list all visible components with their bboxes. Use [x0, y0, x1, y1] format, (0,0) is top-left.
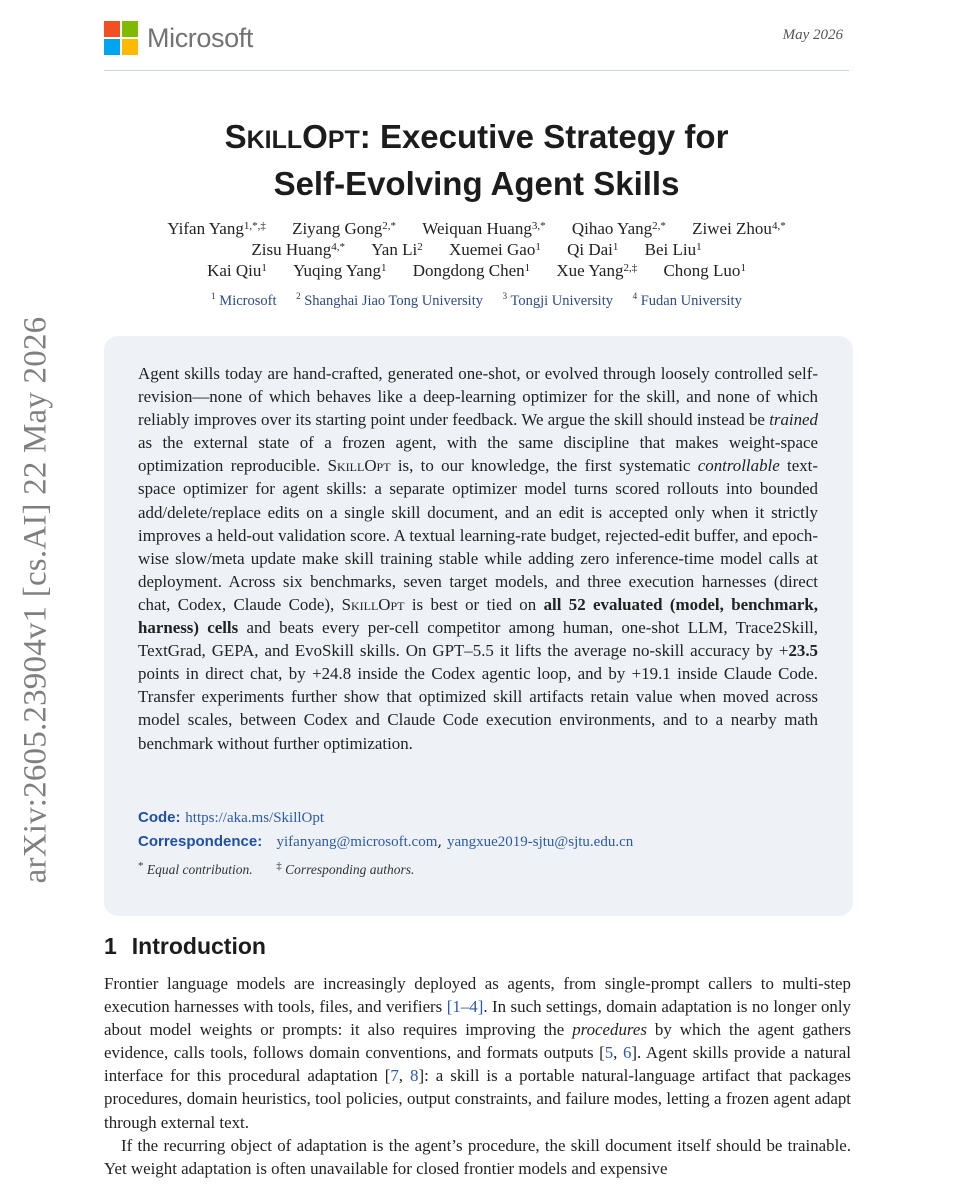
title-line-1-rest: : Executive Strategy for	[359, 118, 729, 155]
abstract-text: Agent skills today are hand-crafted, generated one-shot, or evolved through loosely controlled self-revision—none of which behaves like a deep-learning optimizer for the skill, and none of which reliably improves over its starting point under feedback. We argue the skill should instead be trained as the external state of a frozen agent, with the same discipline that makes weight-space optimization reproducible. SkillOpt is, to our knowledge, the first systematic controllable text-space optimizer for agent skills: a separate optimizer model turns scored rollouts into bounded add/delete/replace edits on a single skill document, and an edit is accepted only when it strictly improves a held-out validation score. A textual learning-rate budget, rejected-edit buffer, and epoch-wise slow/meta update make skill training stable while adding zero inference-time model calls at deployment. Across six benchmarks, seven target models, and three execution harnesses (direct chat, Codex, Claude Code), SkillOpt is best or tied on all 52 evaluated (model, benchmark, harness) cells and beats every per-cell competitor among human, one-shot LLM, Trace2Skill, TextGrad, GEPA, and EvoSkill skills. On GPT–5.5 it lifts the average no-skill accuracy by +23.5 points in direct chat, by +24.8 inside the Codex agentic loop, and by +19.1 inside Claude Code. Transfer experiments further show that optimized skill artifacts retain value when moved across model scales, between Codex and Claude Code execution environments, and to a nearby math benchmark without further optimization.	[138, 364, 819, 753]
logo-square-yellow	[122, 39, 138, 55]
arxiv-side-stamp	[6, 0, 66, 1200]
author: Yan Li$^2$	[371, 240, 423, 259]
code-label: Code:	[138, 809, 181, 826]
abstract-box	[104, 336, 853, 916]
citation-link[interactable]: [1–4]	[446, 997, 484, 1017]
author: Weiquan Huang$^{3,*}$	[422, 219, 546, 238]
paragraph: Frontier language models are increasingly deployed as agents, from single-prompt callers to multi-step execution harnesses with tools, files, and verifiers [1–4]. In such settings, domain adaptation is no longer only about model weights or prompts: it also requires improving the procedures by which the agent gathers evidence, calls tools, follows domain conventions, and formats outputs [5, 6]. Agent skills provide a natural interface for this procedural adaptation [7, 8]: a skill is a portable natural-language artifact that packages procedures, domain heuristics, tool policies, output constraints, and failure modes, letting a frozen agent adapt through external text.	[104, 974, 851, 1132]
title-name-kill: KILL	[246, 126, 303, 154]
author-line-1	[104, 218, 849, 239]
author: Qihao Yang$^{2,*}$	[571, 219, 666, 238]
author: Yuqing Yang$^1$	[293, 261, 387, 280]
logo-wordmark: Microsoft	[147, 22, 253, 53]
author: Xuemei Gao$^1$	[448, 240, 541, 259]
introduction-body	[104, 972, 851, 1180]
title-name-s: S	[224, 118, 247, 155]
citation-link[interactable]: 6	[622, 1043, 632, 1063]
title-name-pt: PT	[327, 126, 360, 154]
citation-link[interactable]: 5	[604, 1043, 614, 1063]
title-name-o: O	[302, 118, 328, 155]
author-footnotes: * Equal contribution. ‡ Corresponding authors.	[138, 860, 415, 877]
citation-link[interactable]: 8	[410, 1066, 419, 1086]
method-name: SkillOpt	[341, 594, 405, 614]
footnote-corresponding: Corresponding authors.	[285, 862, 415, 877]
affiliation: $^1$ Microsoft	[211, 291, 277, 309]
author-line-3	[104, 260, 849, 281]
section-number: 1	[104, 933, 117, 959]
author-line-2	[104, 239, 849, 260]
author: Yifan Yang$^{1,*,\ddagger}$	[167, 219, 266, 238]
author: Zisu Huang$^{4,*}$	[251, 240, 345, 259]
arxiv-identifier: arXiv:2605.23904v1 [cs.AI] 22 May 2026	[17, 316, 54, 884]
microsoft-logo	[104, 21, 253, 55]
email-separator: ,	[437, 832, 443, 850]
author: Chong Luo$^1$	[663, 261, 746, 280]
correspondence-line	[138, 832, 633, 851]
author: Ziyang Gong$^{2,*}$	[292, 219, 397, 238]
author: Dongdong Chen$^1$	[412, 261, 531, 280]
citation-link[interactable]: 7	[390, 1066, 399, 1086]
affiliations	[104, 293, 849, 310]
logo-square-blue	[104, 39, 120, 55]
paper-title	[104, 115, 849, 206]
correspondence-label: Correspondence:	[138, 833, 263, 850]
method-name: SkillOpt	[327, 456, 391, 476]
author: Kai Qiu$^1$	[207, 261, 267, 280]
email-link[interactable]: yifanyang@microsoft.com	[276, 834, 438, 850]
code-link-line	[138, 808, 324, 827]
title-line-2: Self-Evolving Agent Skills	[273, 165, 680, 202]
title-line-1	[104, 115, 849, 162]
paragraph: If the recurring object of adaptation is the agent’s procedure, the skill document itself should be trainable. Yet weight adaptation is often unavailable for closed frontier models and expensive	[104, 1135, 851, 1178]
affiliation: $^3$ Tongji University	[502, 291, 613, 309]
author-list	[104, 218, 849, 281]
footnote-equal: Equal contribution.	[146, 862, 253, 877]
code-link[interactable]: https://aka.ms/SkillOpt	[185, 810, 325, 826]
section-heading	[104, 933, 266, 960]
section-title: Introduction	[131, 933, 266, 959]
affiliation: $^2$ Shanghai Jiao Tong University	[296, 291, 483, 309]
author: Xue Yang$^{2,\ddagger}$	[556, 261, 638, 280]
publication-date: May 2026	[782, 27, 843, 43]
author: Bei Liu$^1$	[644, 240, 702, 259]
author: Ziwei Zhou$^{4,*}$	[692, 219, 786, 238]
page-header	[104, 18, 849, 71]
logo-square-red	[104, 21, 120, 37]
email-link[interactable]: yangxue2019-sjtu@sjtu.edu.cn	[446, 834, 634, 850]
microsoft-logo-icon	[104, 21, 138, 55]
affiliation: $^4$ Fudan University	[632, 291, 742, 309]
author: Qi Dai$^1$	[567, 240, 619, 259]
logo-square-green	[122, 21, 138, 37]
